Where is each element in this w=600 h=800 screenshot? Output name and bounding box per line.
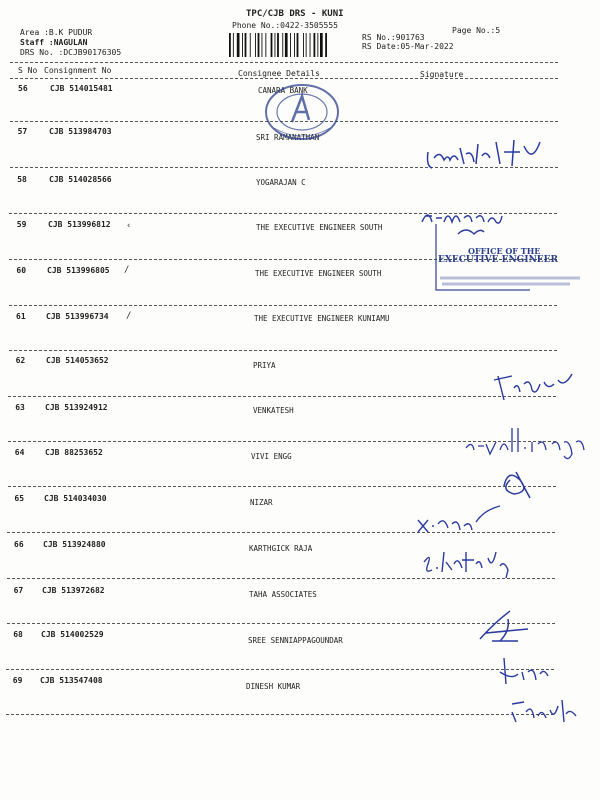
column-signature: Signature xyxy=(420,70,464,79)
row-consignment-number: CJB 514015481 xyxy=(50,84,113,93)
staff-field: Staff :NAGULAN xyxy=(20,38,88,47)
row-consignment-number: CJB 513924912 xyxy=(45,403,108,412)
row-consignee-name: THE EXECUTIVE ENGINEER SOUTH xyxy=(255,269,382,278)
row-separator xyxy=(6,669,554,670)
row-consignee-name: DINESH KUMAR xyxy=(246,682,301,691)
row-consignee-name: VENKATESH xyxy=(253,406,294,415)
row-sno: 69 xyxy=(12,676,23,685)
stamp-line-1: OFFICE OF THE xyxy=(468,246,541,256)
row-consignment-number: CJB 513547408 xyxy=(40,676,103,685)
page-number: Page No.:5 xyxy=(452,26,501,35)
column-sno: S No xyxy=(18,66,38,75)
document-title: TPC/CJB DRS - KUNI xyxy=(246,9,344,19)
row-consignment-number: CJB 514028566 xyxy=(49,175,112,184)
row-sno: 59 xyxy=(16,220,27,229)
barcode-image xyxy=(228,33,358,57)
row-consignment-number: CJB 514034030 xyxy=(44,494,107,503)
row-consignee-name: YOGARAJAN C xyxy=(256,178,306,187)
row-sno: 61 xyxy=(16,312,26,321)
row-sno: 60 xyxy=(16,266,27,275)
row-consignment-number: CJB 513984703 xyxy=(49,127,112,136)
rs-number: RS No.:901763 xyxy=(362,33,425,42)
row-consignee-name: PRIYA xyxy=(253,361,276,370)
row-consignee-name: CANARA BANK xyxy=(258,86,308,95)
row-consignment-number: CJB 514053652 xyxy=(46,356,109,365)
row-separator xyxy=(9,305,557,306)
row-separator xyxy=(8,396,556,397)
row-consignee-name: SRI RAMANATHAN xyxy=(256,133,320,142)
row-consignment-number: CJB 88253652 xyxy=(45,448,103,457)
row-consignee-name: TAHA ASSOCIATES xyxy=(249,590,317,599)
row-consignment-number: CJB 513996734 xyxy=(46,312,109,321)
signature-row-69-b xyxy=(506,690,586,730)
row-sno: 65 xyxy=(14,494,25,503)
row-consignee-name: VIVI ENGG xyxy=(251,452,292,461)
row-separator xyxy=(9,350,557,351)
header-rule-top xyxy=(10,62,558,63)
signature-row-66 xyxy=(418,540,528,580)
row-consignment-number: CJB 513972682 xyxy=(42,586,105,595)
row-consignment-number: CJB 514002529 xyxy=(41,630,104,639)
row-sno: 58 xyxy=(17,175,27,184)
signature-row-62 xyxy=(488,366,583,406)
signature-row-63 xyxy=(460,420,595,465)
row-sno: 56 xyxy=(18,84,28,93)
row-consignment-number: CJB 513996812 xyxy=(48,220,111,229)
header-rule-bottom xyxy=(10,78,558,79)
row-consignee-name: THE EXECUTIVE ENGINEER KUNIAMU xyxy=(254,314,390,323)
row-consignment-number: CJB 513924880 xyxy=(43,540,106,549)
row-sno: 63 xyxy=(15,403,25,412)
row-separator xyxy=(6,714,554,715)
row-sno: 62 xyxy=(15,356,26,365)
row-separator xyxy=(8,486,556,487)
signature-row-68 xyxy=(470,605,540,650)
rs-date: RS Date:05-Mar-2022 xyxy=(362,42,454,51)
area-field: Area :B.K PUDUR xyxy=(20,28,93,37)
signature-row-57 xyxy=(420,130,550,175)
row-consignee-name: THE EXECUTIVE ENGINEER SOUTH xyxy=(256,223,383,232)
column-consignee: Consignee Details xyxy=(238,69,320,78)
tick-mark-59: ‹ xyxy=(126,221,132,231)
row-consignment-number: CJB 513996805 xyxy=(47,266,110,275)
row-consignee-name: KARTHGICK RAJA xyxy=(249,544,313,553)
signature-row-59 xyxy=(418,200,518,240)
tick-mark-60: / xyxy=(124,265,130,275)
signature-row-64 xyxy=(490,462,550,502)
column-consignment: Consignment No xyxy=(44,66,112,75)
stamp-line-2: EXECUTIVE ENGINEER xyxy=(438,255,559,265)
row-sno: 57 xyxy=(17,127,28,136)
row-sno: 68 xyxy=(13,630,23,639)
row-sno: 67 xyxy=(13,586,24,595)
tick-mark-61: / xyxy=(126,311,132,321)
row-consignee-name: SREE SENNIAPPAGOUNDAR xyxy=(248,636,343,645)
drs-number: DRS No. :DCJB90176305 xyxy=(20,48,122,57)
signature-row-69-a xyxy=(494,650,554,690)
signature-row-65 xyxy=(412,500,507,540)
row-sno: 66 xyxy=(14,540,24,549)
bank-seal-stamp xyxy=(262,82,342,142)
row-consignee-name: NIZAR xyxy=(250,498,273,507)
row-sno: 64 xyxy=(14,448,25,457)
phone-number: Phone No.:0422-3505555 xyxy=(232,21,338,30)
